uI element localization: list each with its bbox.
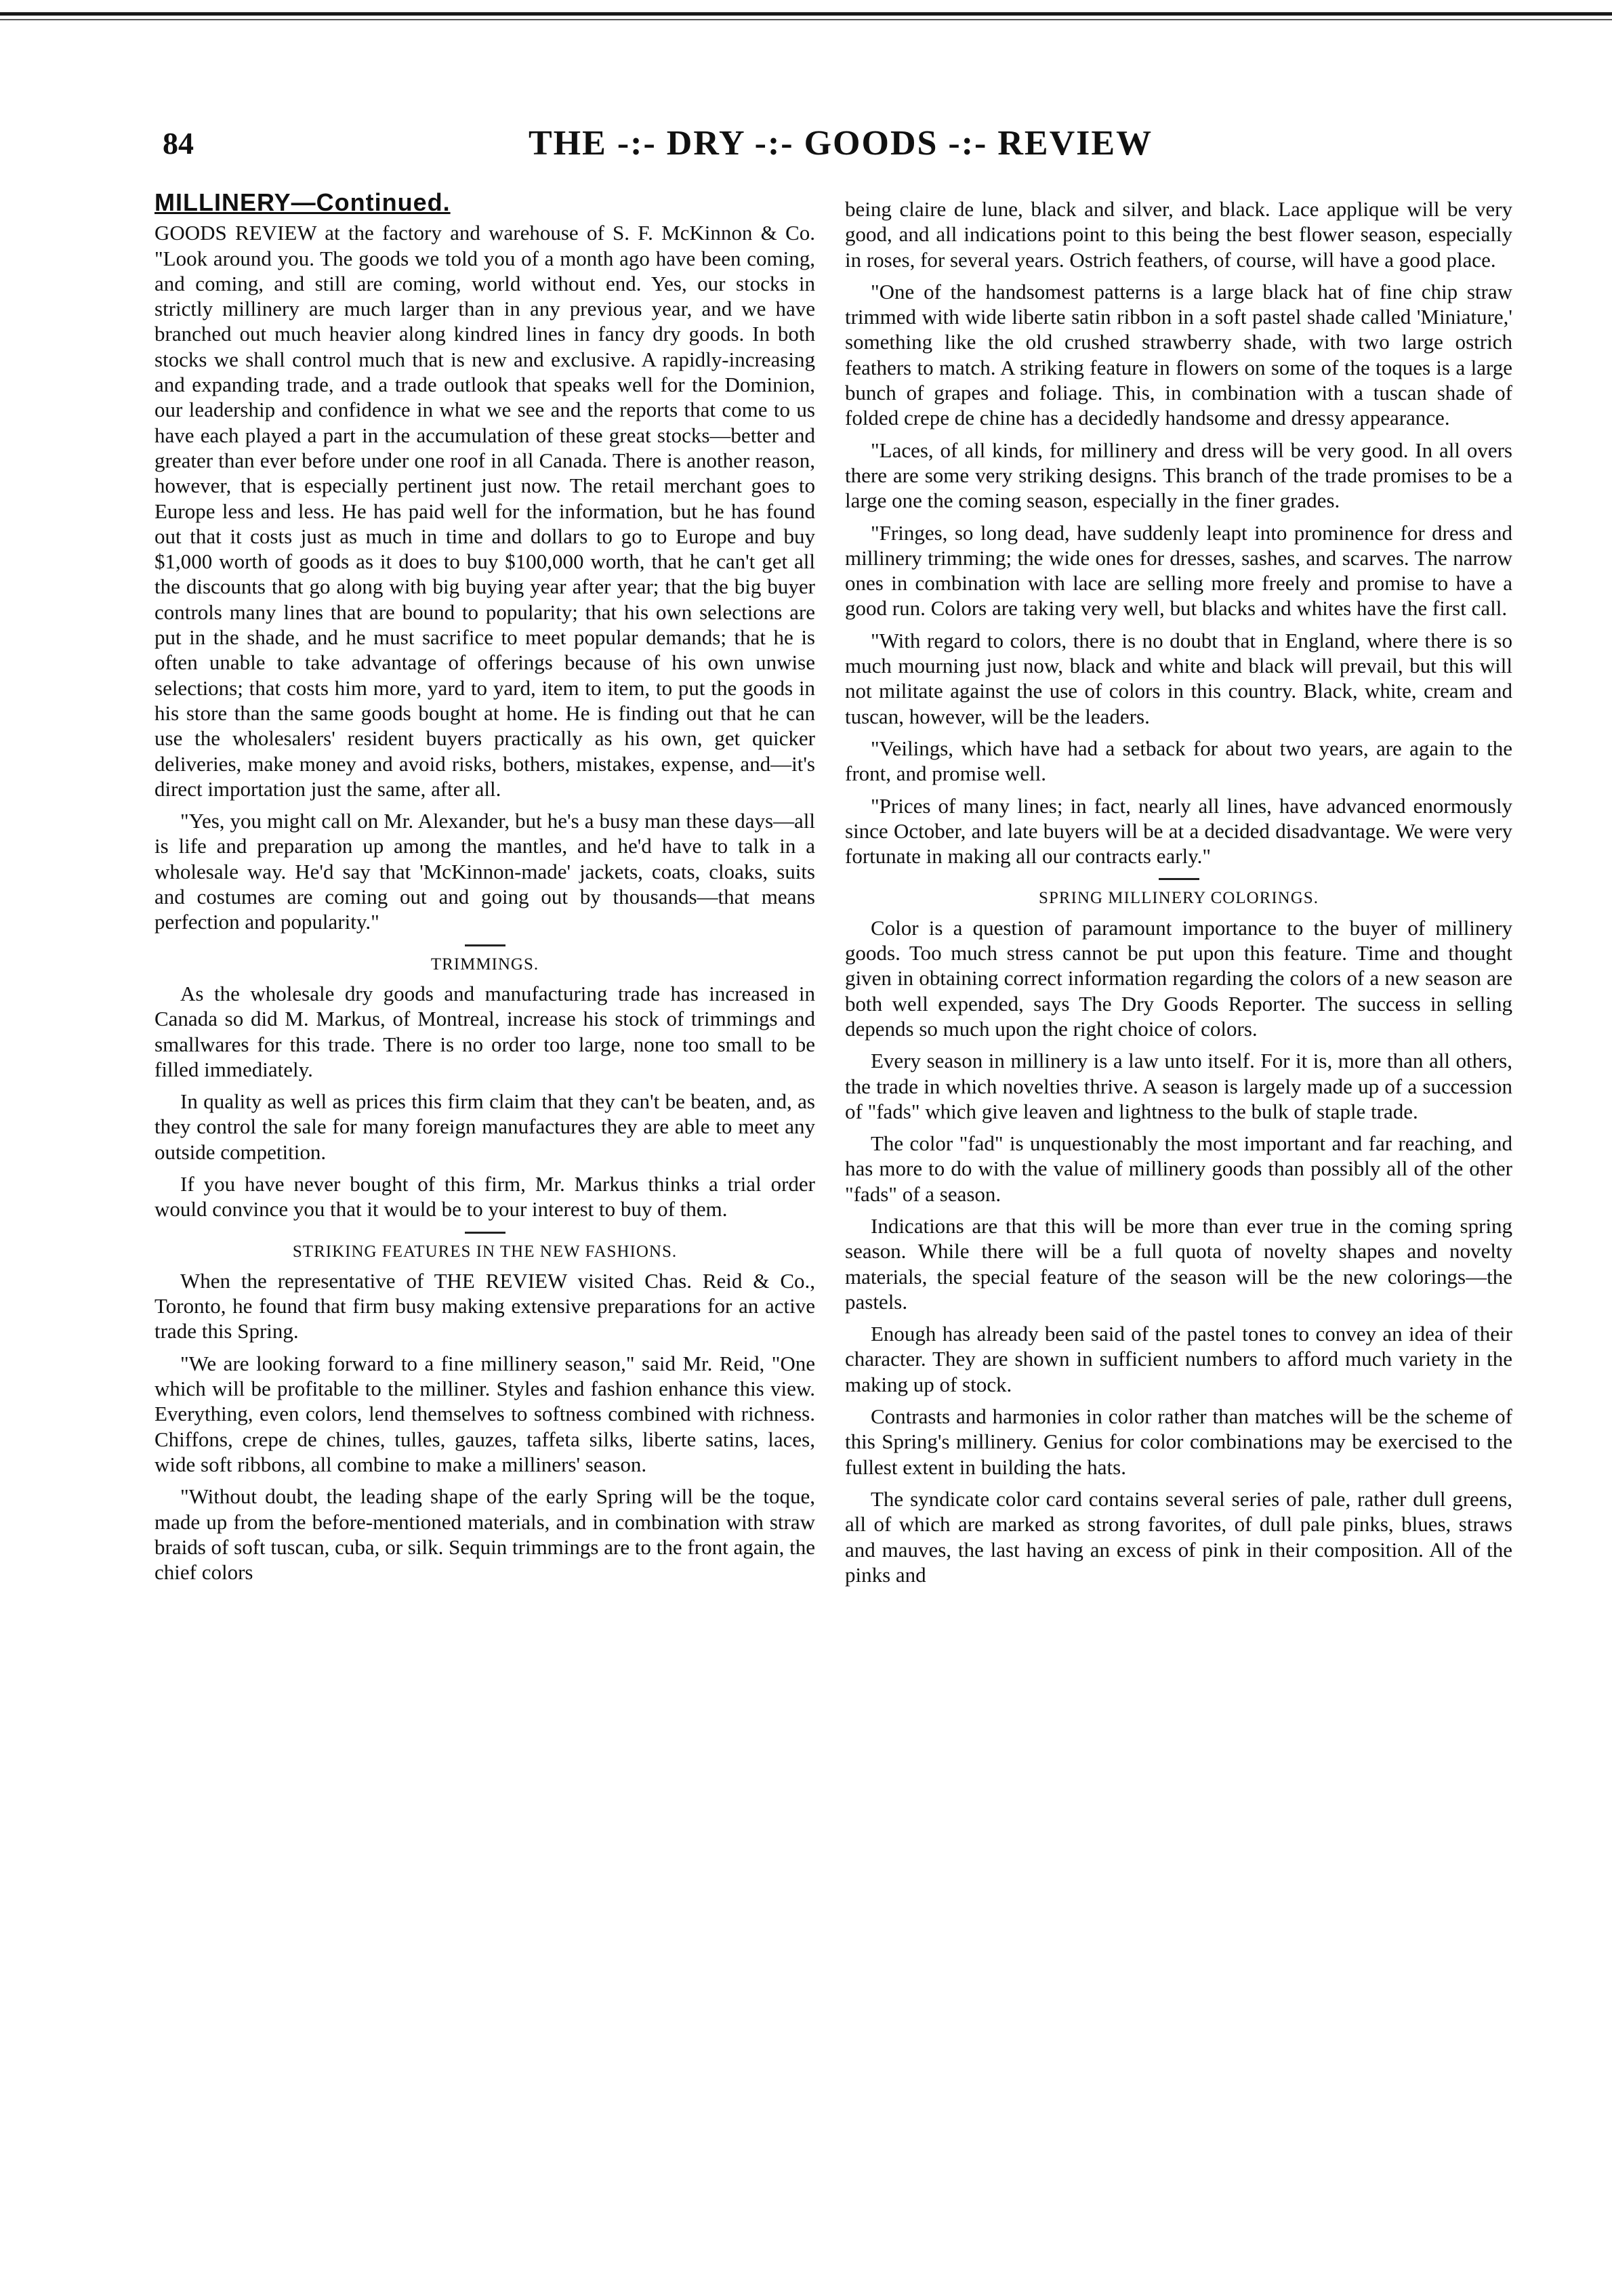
top-border-rule [0, 12, 1612, 16]
paragraph: "Without doubt, the leading shape of the early Spring will be the toque, made up from the before-mentioned materials, and in combination with straw braids of soft tuscan, cuba, or silk. Sequin trimmings are to the front again, the chief colors [154, 1484, 815, 1585]
paragraph: "Yes, you might call on Mr. Alexander, but he's a busy man these days—all is life and preparation up among the mantles, and he'd have to talk in a wholesale way. He'd say that 'McKinnon-made' jackets, coats, cloaks, suits and costumes are coming out and going out by thousands—that means perfection and popularity." [154, 809, 815, 934]
paragraph: Color is a question of paramount importance to the buyer of millinery goods. Too much stress cannot be put upon this feature. Time and thought given in obtaining correct information regarding the colors of a new season are both well expended, says The Dry Goods Reporter. The success in selling depends so much upon the right choice of colors. [845, 915, 1512, 1041]
paragraph: GOODS REVIEW at the factory and warehouse of S. F. McKinnon & Co. "Look around you. The goods we told you of a month ago have been coming, and coming, and still are coming, world without end. Yes, our stocks in strictly millinery are much larger than in any previous year, and we have branched out much heavier along kindred lines in fancy dry goods. In both stocks we shall control much that is new and exclusive. A rapidly-increasing and expanding trade, and a trade outlook that speaks well for the Dominion, our leadership and confidence in what we see and the reports that come to us have each played a part in the accumulation of these great stocks—better and greater than ever before under one roof in all Canada. There is another reason, however, that is especially pertinent just now. The retail merchant goes to Europe less and less. He has paid well for the information, but he has found out that it costs just as much in time and dollars to go to Europe and buy $1,000 worth of goods as it does to buy $100,000 worth, that he can't get all the discounts that go along with big buying year after year; that the big buyer controls many lines that are bound to popularity; that his own selections are put in the shade, and he must sacrifice to meet popular demands; that he is often unable to take advantage of offerings because of his own unwise selections; that costs him more, yard to yard, item to item, to put the goods in his store than the same goods bought at home. He is finding out that he can use the wholesalers' resident buyers practically as his own, get quicker deliveries, make money and avoid risks, bothers, mistakes, expense, and—it's direct importation just the same, after all. [154, 221, 815, 801]
paragraph: When the representative of THE REVIEW visited Chas. Reid & Co., Toronto, he found that firm busy making extensive preparations for an active trade this Spring. [154, 1268, 815, 1343]
paragraph: "We are looking forward to a fine millinery season," said Mr. Reid, "One which will be profitable to the milliner. Styles and fashion enhance this view. Everything, even colors, lend themselves to softness combined with richness. Chiffons, crepe de chines, tulles, gauzes, taffeta silks, liberte satins, laces, wide soft ribbons, all combine to make a milliners' season. [154, 1351, 815, 1476]
divider [465, 944, 505, 946]
paragraph: Every season in millinery is a law unto itself. For it is, more than all others, the trade in which novelties thrive. A season is largely made up of a succession of "fads" which give leaven and lightness to the bulk of staple trade. [845, 1049, 1512, 1123]
top-border-rule-thin [0, 19, 1612, 20]
paragraph: The syndicate color card contains several series of pale, rather dull greens, all of which are marked as strong favorites, of dull pale pinks, blues, straws and mauves, the last having an excess of pink in their composition. All of the pinks and [845, 1486, 1512, 1587]
paragraph: Enough has already been said of the pastel tones to convey an idea of their character. They are shown in sufficient numbers to afford much variety in the making up of stock. [845, 1322, 1512, 1396]
paragraph: In quality as well as prices this firm claim that they can't be beaten, and, as they control the sale for many foreign manufactures they are able to meet any outside competition. [154, 1089, 815, 1164]
right-column [845, 196, 1512, 1594]
paragraph: As the wholesale dry goods and manufacturing trade has increased in Canada so did M. Markus, of Montreal, increase his stock of trimmings and smallwares for this trade. There is no order too large, none too small to be filled immediately. [154, 981, 815, 1081]
paragraph: "Laces, of all kinds, for millinery and dress will be very good. In all overs there are some very striking designs. This branch of the trade promises to be a large one the coming season, especially in the finer grades. [845, 438, 1512, 513]
paragraph: If you have never bought of this firm, Mr. Markus thinks a trial order would convince you that it would be to your interest to buy of them. [154, 1171, 815, 1222]
subhead-colorings: SPRING MILLINERY COLORINGS. [1039, 889, 1319, 908]
paragraph: "Veilings, which have had a setback for about two years, are again to the front, and promise well. [845, 736, 1512, 786]
left-column [154, 190, 815, 1591]
paragraph: Contrasts and harmonies in color rather than matches will be the scheme of this Spring's millinery. Genius for color combinations may be exercised to the fullest extent in building the hats. [845, 1404, 1512, 1479]
paragraph: "Fringes, so long dead, have suddenly leapt into prominence for dress and millinery trimming; the wide ones for dresses, sashes, and scarves. The narrow ones in combination with lace are selling more freely and promise to have a good run. Colors are taking very well, but blacks and whites have the first call. [845, 520, 1512, 621]
section-title: MILLINERY—Continued. [154, 188, 451, 216]
divider [1159, 878, 1199, 880]
paragraph: being claire de lune, black and silver, and black. Lace applique will be very good, and all indications point to this being the best flower season, especially in roses, for several years. Ostrich feathers, of course, will have a good place. [845, 197, 1512, 272]
paragraph: "One of the handsomest patterns is a large black hat of fine chip straw trimmed with wide liberte satin ribbon in a soft pastel shade called 'Miniature,' something like the old crushed strawberry shade, with two large ostrich feathers to match. A striking feature in flowers on some of the toques is a large bunch of grapes and foliage. This, in combination with a tuscan shade of folded crepe de chine has a decidedly handsome and dressy appearance. [845, 279, 1512, 430]
page-number: 84 [163, 126, 194, 161]
paragraph: "Prices of many lines; in fact, nearly all lines, have advanced enormously since October, and late buyers will be at a decided disadvantage. We were very fortunate in making all our contracts early." [845, 793, 1512, 869]
subhead-fashions: STRIKING FEATURES IN THE NEW FASHIONS. [292, 1242, 678, 1261]
divider [465, 1232, 505, 1234]
subhead-trimmings: TRIMMINGS. [430, 955, 539, 974]
paragraph: Indications are that this will be more than ever true in the coming spring season. While there will be a full quota of novelty shapes and novelty materials, the special feature of the season will be the new colorings—the pastels. [845, 1213, 1512, 1314]
paragraph: The color "fad" is unquestionably the most important and far reaching, and has more to do with the value of millinery goods than possibly all of the other "fads" of a season. [845, 1131, 1512, 1206]
running-head: THE -:- DRY -:- GOODS -:- REVIEW [529, 124, 1153, 163]
paragraph: "With regard to colors, there is no doubt that in England, where there is so much mourning just now, black and white and black will prevail, but this will not militate against the use of colors in this country. Black, white, cream and tuscan, however, will be the leaders. [845, 628, 1512, 728]
